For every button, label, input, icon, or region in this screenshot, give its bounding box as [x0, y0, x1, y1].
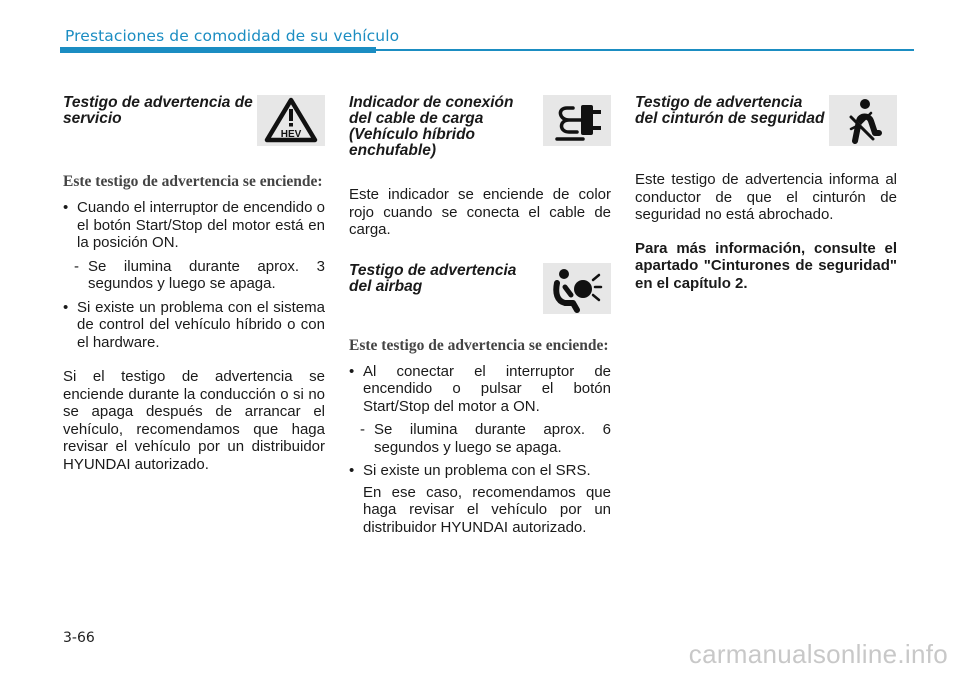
list-item: • Si existe un problema con el sistema de control del vehículo híbrido o con el hardware.	[63, 298, 325, 351]
airbag-warning-continuation: En ese caso, recomendamos que haga revisar el vehículo por un distribuidor HYUNDAI autorizado.	[363, 483, 611, 536]
service-warning-lead: Este testigo de advertencia se enciende:	[63, 173, 323, 190]
header-rule-thick	[60, 47, 376, 53]
column-charging-airbag	[349, 95, 611, 536]
list-subitem: - Se ilumina durante aprox. 6 segundos y luego se apaga.	[360, 421, 611, 456]
section-title: Prestaciones de comodidad de su vehículo	[65, 27, 400, 45]
list-item: • Si existe un problema con el SRS.	[349, 462, 591, 479]
airbag-warning-lead: Este testigo de advertencia se enciende:	[349, 336, 609, 354]
seatbelt-warning-paragraph: Este testigo de advertencia informa al conductor de que el cinturón de seguridad no está abrochado.	[635, 171, 897, 223]
seatbelt-warning-heading: Testigo de advertencia del cinturón de seguridad	[635, 94, 825, 127]
column-service-warning	[63, 95, 325, 473]
list-item: • Al conectar el interruptor de encendido o pulsar el botón Start/Stop del motor a ON.	[349, 362, 611, 415]
hev-warning-triangle-icon	[257, 95, 325, 146]
page-number: 3-66	[63, 630, 95, 646]
service-warning-heading: Testigo de advertencia de servicio	[63, 94, 253, 127]
charging-indicator-heading: Indicador de conexión del cable de carga (Vehículo híbrido enchufable)	[349, 94, 514, 159]
airbag-occupant-icon	[543, 263, 611, 314]
watermark: carmanualsonline.info	[688, 639, 948, 669]
service-warning-paragraph: Si el testigo de advertencia se enciende durante la conducción o si no se apaga después de arrancar el vehículo, recomendamos que haga revisar el vehículo por un distribuidor HYUNDAI autorizado.	[63, 368, 325, 473]
seatbelt-reference-note: Para más información, consulte el apartado "Cinturones de seguridad" en el capítulo 2.	[635, 239, 897, 292]
seatbelt-icon	[829, 95, 897, 146]
column-seatbelt-warning	[635, 95, 897, 292]
header-rule-thin	[376, 49, 914, 51]
list-subitem: - Se ilumina durante aprox. 3 segundos y luego se apaga.	[74, 257, 325, 292]
charging-indicator-paragraph: Este indicador se enciende de color rojo cuando se conecta el cable de carga.	[349, 186, 611, 238]
airbag-warning-heading: Testigo de advertencia del airbag	[349, 261, 517, 295]
list-item: • Cuando el interruptor de encendido o el botón Start/Stop del motor está en la posición ON.	[63, 199, 325, 251]
charging-plug-icon	[543, 95, 611, 146]
svg-text:HEV: HEV	[280, 129, 302, 140]
